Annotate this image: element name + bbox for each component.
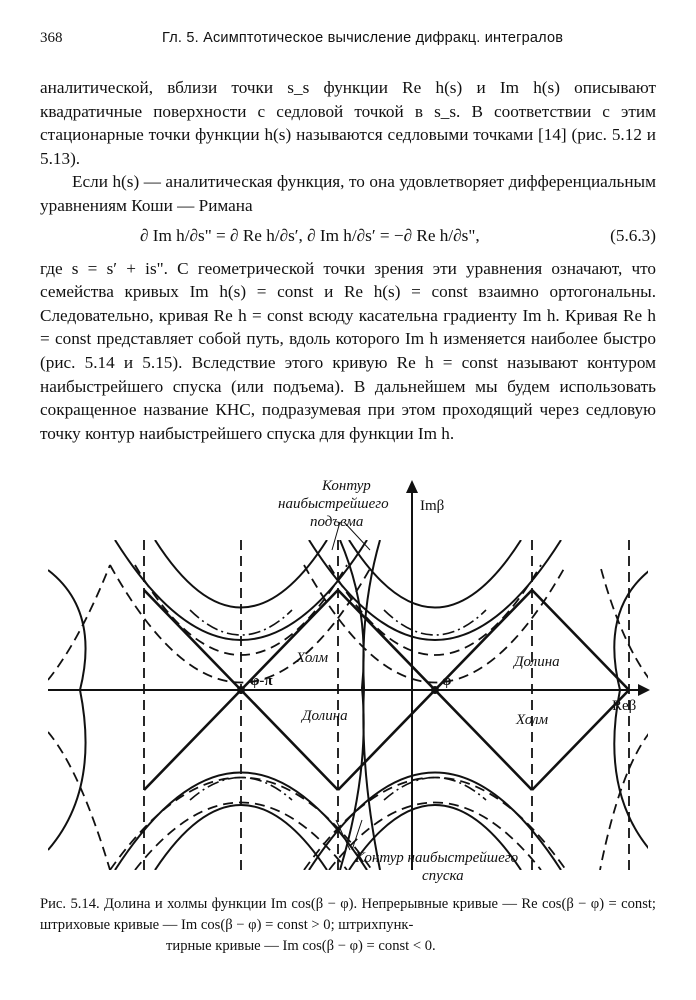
axes [48, 480, 650, 870]
hill-label-right: Холм [516, 712, 549, 728]
ascent-label-line3: подъема [310, 514, 364, 530]
running-title: Гл. 5. Асимптотическое вычисление дифракц. интегралов [162, 30, 564, 46]
figure-5-14 [40, 470, 660, 890]
dashed-verticals [144, 540, 629, 870]
equation-formula: ∂ Im h/∂s" = ∂ Re h/∂s′, ∂ Im h/∂s′ = −∂ Re h/∂s", [140, 225, 480, 245]
equation-number: (5.6.3) [610, 225, 656, 245]
point-label-left: φ-π [250, 673, 273, 689]
saddle-point-left [237, 686, 245, 694]
saddle-point-right [431, 686, 439, 694]
solid-curves [48, 540, 650, 870]
main-text [40, 76, 656, 445]
paragraph-2: Если h(s) — аналитическая функция, то она удовлетворяет дифференциальным уравнениям Коши — Римана [40, 172, 656, 215]
valley-label-left: Долина [302, 708, 348, 724]
valley-label-right: Долина [514, 654, 560, 670]
page-header [40, 30, 656, 52]
descent-label-line1: Контур наибыстрейшего [355, 850, 519, 866]
figure-caption [40, 894, 656, 957]
paragraph-3: где s = s′ + is". С геометрической точки зрения эти уравнения означают, что семейства кривых Im h(s) = const и Re h(s) = const взаимно ортогональны. Следовательно, кривая Re h = const всюду касательна градиенту Im h. Кривая Re h = const представляет собой путь, вдоль которого Im h изменяется наиболее быстро (рис. 5.14 и 5.15). Вследствие этого кривую Re h = const называют контуром наибыстрейшего спуска (или подъема). В дальнейшем мы будем использовать сокращенное название КНС, подразумевая при этом проходящий через седловую точку контур наибыстрейшего спуска для функции Im h. [40, 258, 656, 443]
hill-label-left: Холм [296, 650, 329, 666]
ascent-label-line2: наибыстрейшего [278, 496, 389, 512]
im-axis-label: Imβ [420, 498, 445, 514]
re-axis-arrow [638, 684, 650, 696]
re-axis-label: Reβ [612, 698, 637, 714]
ascent-label-line1: Контур [322, 478, 371, 494]
descent-label-line2: спуска [422, 868, 464, 884]
paragraph-1: аналитической, вблизи точки s_s функции Re h(s) и Im h(s) описывают квадратичные поверхности с седловой точкой в s_s. В соответствии с этим стационарные точки функции h(s) называются седловыми точками [14] (рис. 5.12 и 5.13). [40, 78, 656, 168]
point-label-right: φ [442, 673, 452, 689]
page-number: 368 [40, 30, 63, 46]
caption-line1: Рис. 5.14. Долина и холмы функции Im cos(β − φ). Непрерывные кривые — Re cos(β − φ) = const; штриховые кривые — Im cos(β − φ) = const > 0; штрихпунк- [40, 896, 656, 933]
equation-5-6-3 [40, 224, 656, 252]
caption-line2: тирные кривые — Im cos(β − φ) = const < 0. [166, 938, 436, 954]
dashed-curves [48, 565, 650, 870]
im-axis-arrow [406, 480, 418, 493]
